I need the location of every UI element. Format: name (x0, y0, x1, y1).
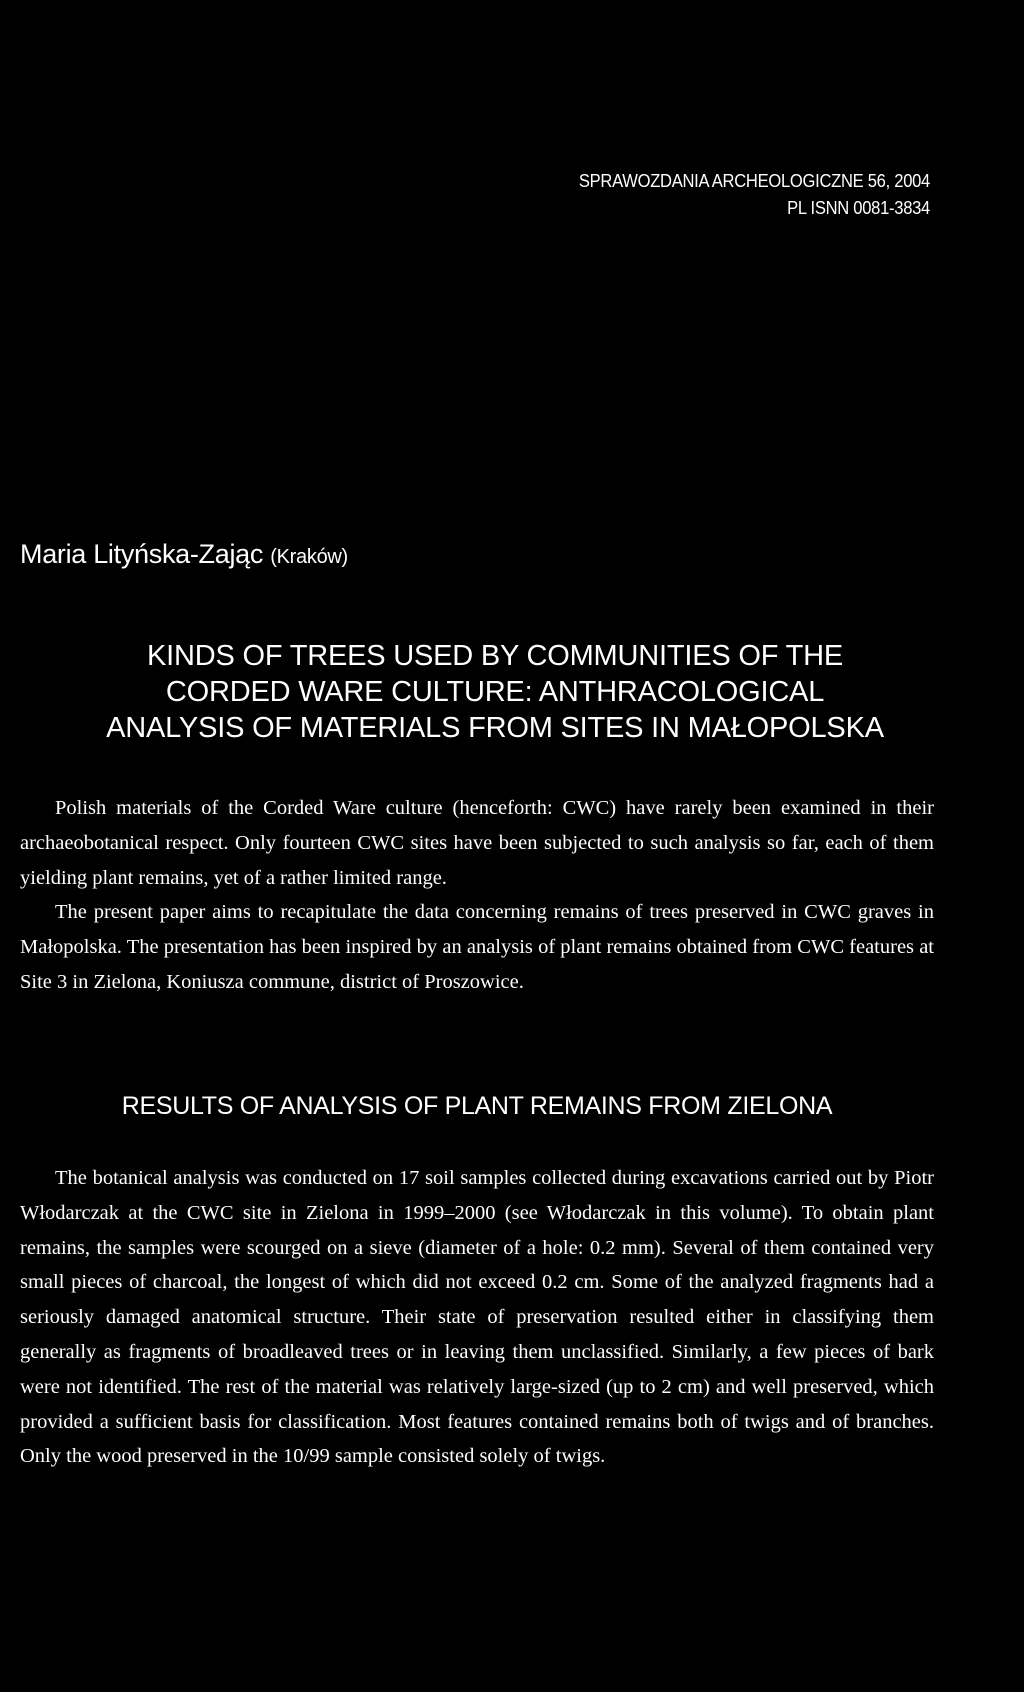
author-affiliation: (Kraków) (270, 546, 348, 568)
journal-header (378, 168, 930, 222)
author-line (20, 537, 348, 574)
introduction (20, 791, 934, 1000)
section-body (20, 1161, 934, 1474)
paper-title-line-1: KINDS OF TREES USED BY COMMUNITIES OF THE (147, 640, 843, 672)
intro-paragraph-2: The present paper aims to recapitulate the data concerning remains of trees preserved in CWC graves in Małopolska. The presentation has been inspired by an analysis of plant remains obtained from CWC features at Site 3 in Zielona, Koniusza commune, district of Proszowice. (20, 901, 934, 993)
journal-name: SPRAWOZDANIA ARCHEOLOGICZNE 56, 2004 (578, 171, 930, 191)
journal-issn: PL ISNN 0081-3834 (787, 198, 930, 218)
section-paragraph-1: The botanical analysis was conducted on 17 soil samples collected during excavations carried out by Piotr Włodarczak at the CWC site in Zielona in 1999–2000 (see Włodarczak in this volume). To obtain plant remains, the samples were scourged on a sieve (diameter of a hole: 0.2 mm). Several of them contained very small pieces of charcoal, the longest of which did not exceed 0.2 cm. Some of the analyzed fragments had a seriously damaged anatomical structure. Their state of preservation resulted either in classifying them generally as fragments of broadleaved trees or in leaving them unclassified. Similarly, a few pieces of bark were not identified. The rest of the material was relatively large-sized (up to 2 cm) and well preserved, which provided a sufficient basis for classification. Most features contained remains both of twigs and of branches. Only the wood preserved in the 10/99 sample consisted solely of twigs. (20, 1167, 934, 1468)
paper-title-line-2: CORDED WARE CULTURE: ANTHRACOLOGICAL (165, 676, 825, 708)
author-name: Maria Lityńska-Zając (20, 539, 264, 569)
section-heading: RESULTS OF ANALYSIS OF PLANT REMAINS FROM ZIELONA (121, 1092, 833, 1120)
intro-paragraph-1: Polish materials of the Corded Ware culture (henceforth: CWC) have rarely been examined in their archaeobotanical respect. Only fourteen CWC sites have been subjected to such analysis so far, each of them yielding plant remains, yet of a rather limited range. (20, 797, 934, 889)
paper-title-line-3: ANALYSIS OF MATERIALS FROM SITES IN MAŁOPOLSKA (106, 712, 884, 744)
paper-title (20, 638, 970, 746)
